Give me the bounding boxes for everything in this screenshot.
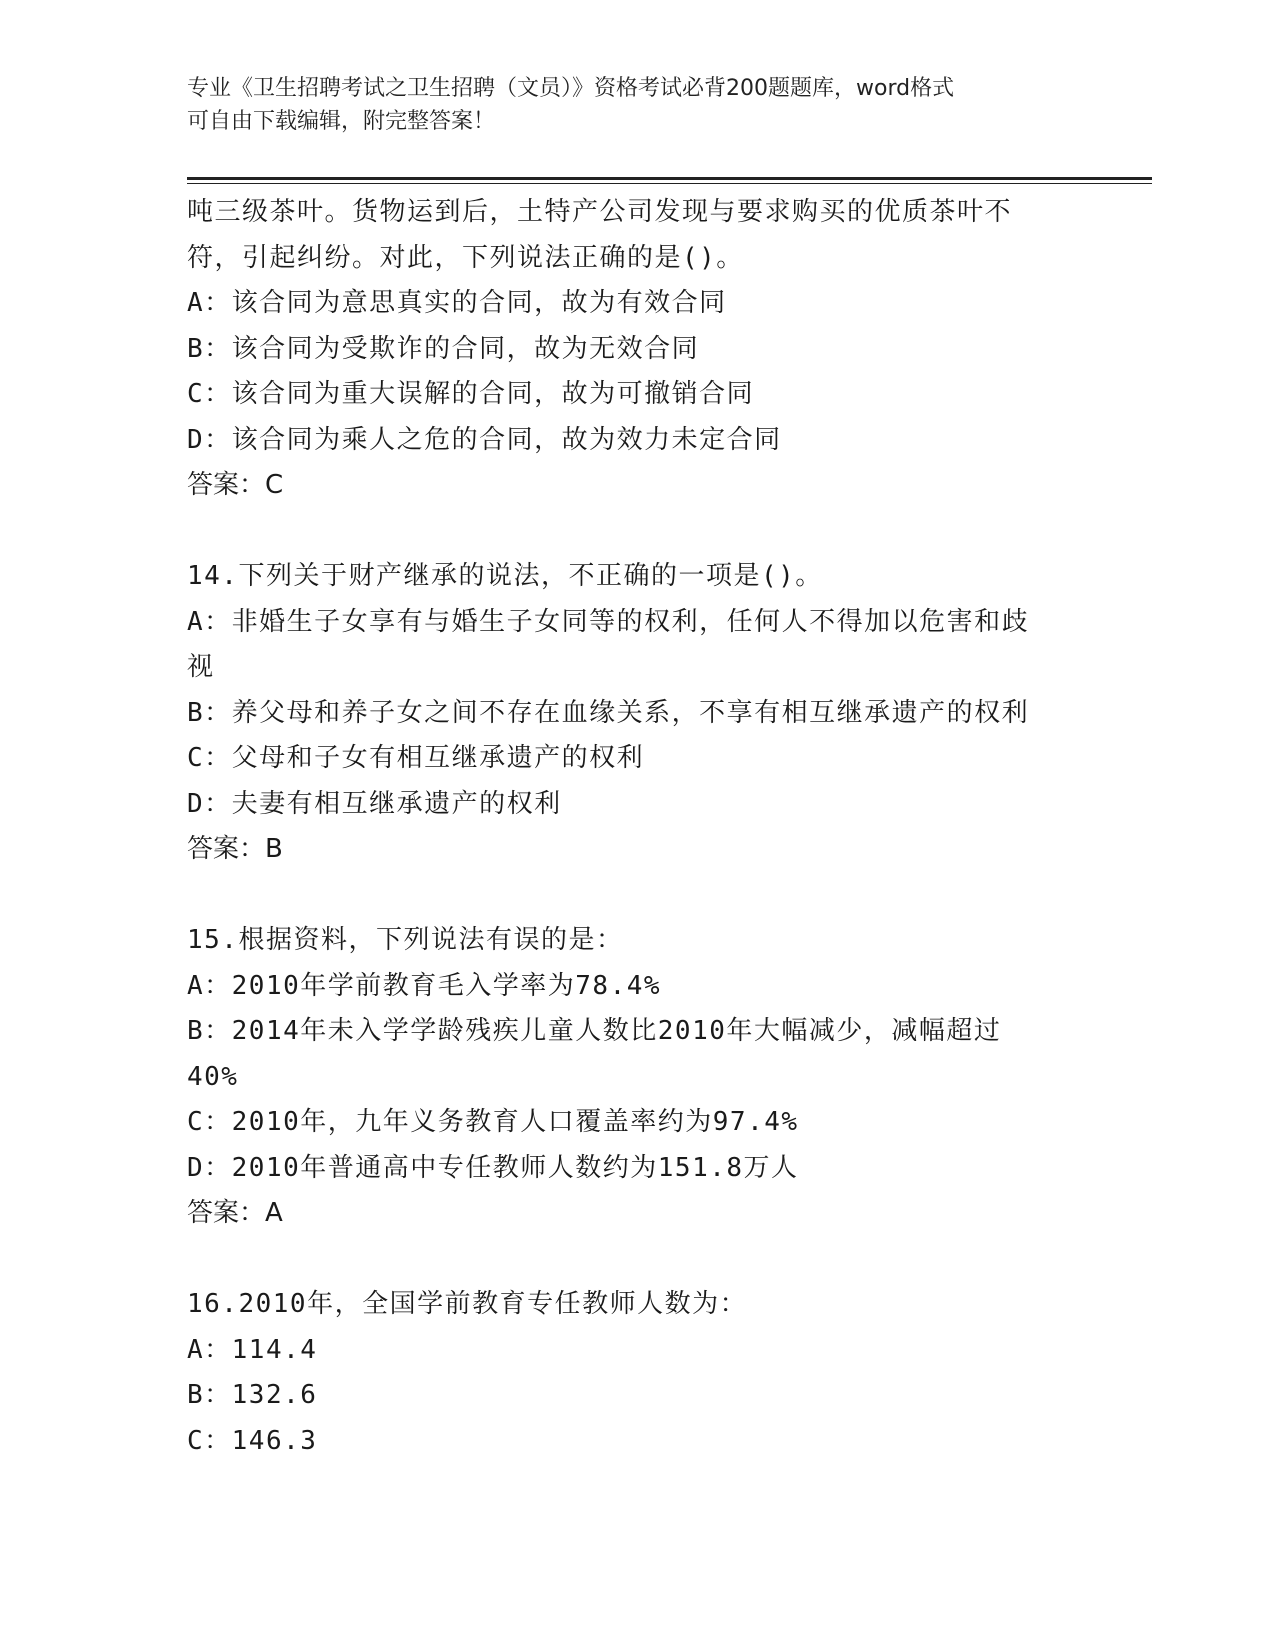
question-13-option-d: D：该合同为乘人之危的合同，故为效力未定合同 [187, 424, 782, 455]
question-13-option-a: A：该合同为意思真实的合同，故为有效合同 [187, 288, 727, 318]
question-13 [187, 190, 1087, 509]
header-divider-thick [187, 177, 1152, 180]
question-15-option-b-line-2: 40% [187, 1061, 239, 1092]
question-13-stem-line-2: 符，引起纠纷。对此，下列说法正确的是()。 [187, 242, 744, 273]
question-15-option-d: D：2010年普通高中专任教师人数约为151.8万人 [187, 1152, 799, 1183]
question-14-stem: 14.下列关于财产继承的说法，不正确的一项是()。 [187, 561, 823, 591]
question-13-option-b: B：该合同为受欺诈的合同，故为无效合同 [187, 333, 700, 364]
header-title-line-2: 可自由下载编辑，附完整答案！ [187, 109, 496, 134]
question-14-option-a-line-1: A：非婚生子女享有与婚生子女同等的权利，任何人不得加以危害和歧 [187, 606, 1030, 637]
header-title-line-1: 专业《卫生招聘考试之卫生招聘（文员）》资格考试必背200题题库，word格式 [187, 76, 955, 101]
question-15-option-a: A：2010年学前教育毛入学率为78.4% [187, 970, 662, 1001]
question-14-option-c: C：父母和子女有相互继承遗产的权利 [187, 743, 645, 773]
question-14 [187, 554, 1087, 873]
question-16-option-a: A：114.4 [187, 1334, 318, 1365]
spacer [187, 873, 1087, 919]
question-16-stem: 16.2010年，全国学前教育专任教师人数为： [187, 1289, 748, 1319]
question-15 [187, 918, 1087, 1237]
question-15-stem: 15.根据资料，下列说法有误的是： [187, 925, 624, 955]
question-13-option-c: C：该合同为重大误解的合同，故为可撤销合同 [187, 379, 755, 409]
question-15-answer: 答案：A [187, 1198, 283, 1228]
question-16-option-c: C：146.3 [187, 1425, 318, 1456]
question-14-option-b: B：养父母和养子女之间不存在血缘关系，不享有相互继承遗产的权利 [187, 697, 1030, 728]
question-13-answer: 答案：C [187, 470, 284, 500]
question-15-option-b-line-1: B：2014年未入学学龄残疾儿童人数比2010年大幅减少，减幅超过 [187, 1016, 1002, 1046]
question-14-answer: 答案：B [187, 834, 283, 864]
question-content [187, 190, 1087, 1464]
spacer [187, 1237, 1087, 1283]
question-14-option-a-line-2: 视 [187, 652, 215, 682]
spacer [187, 509, 1087, 555]
question-13-stem-line-1: 吨三级茶叶。货物运到后，土特产公司发现与要求购买的优质茶叶不 [187, 197, 1013, 227]
question-16 [187, 1282, 1087, 1464]
question-15-option-c: C：2010年，九年义务教育人口覆盖率约为97.4% [187, 1107, 799, 1137]
question-16-option-b: B：132.6 [187, 1380, 318, 1410]
document-header [187, 72, 1087, 138]
header-divider-thin [187, 183, 1152, 184]
question-14-option-d: D：夫妻有相互继承遗产的权利 [187, 788, 562, 819]
